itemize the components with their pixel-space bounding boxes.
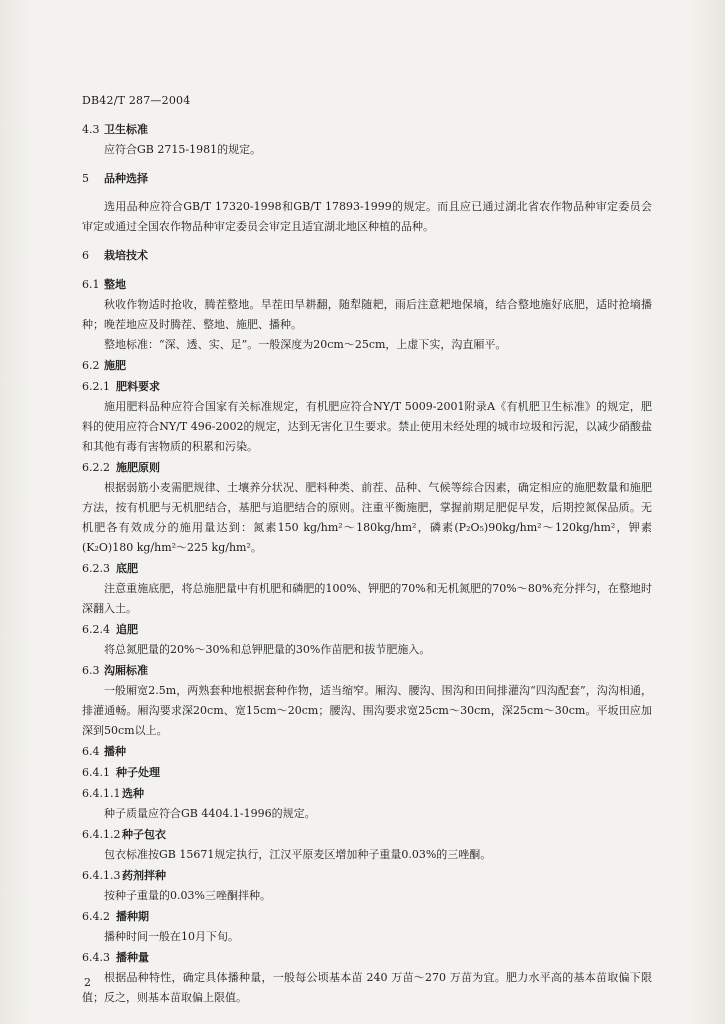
section-heading [82,245,652,266]
section-number: 6.4.1.3 [82,869,121,882]
section-title: 卫生标准 [104,123,148,136]
section-number: 6.4.2 [82,910,110,923]
section-heading [82,947,652,968]
paragraph: 注意重施底肥，将总施肥量中有机肥和磷肥的100%、钾肥的70%和无机氮肥的70%～80%充分拌匀，在整地时深翻入土。 [82,582,652,615]
section-title: 选种 [122,787,144,800]
section-title: 品种选择 [104,172,148,185]
section-number: 6.4.3 [82,951,110,964]
section-number: 6.4.1.2 [82,828,121,841]
section-number: 6.4.1 [82,766,110,779]
paragraph: 将总氮肥量的20%～30%和总钾肥量的30%作苗肥和拔节肥施入。 [104,643,431,656]
paragraph: 按种子重量的0.03%三唑酮拌种。 [104,889,271,902]
section-heading [82,355,652,376]
section-number: 6.3 [82,664,100,677]
section-heading [82,274,652,295]
spacer [82,266,652,274]
section-heading [82,119,652,140]
section-title: 播种 [104,745,126,758]
section-number: 6.2.4 [82,623,110,636]
section-number: 5 [82,172,89,185]
section-heading [82,558,652,579]
section-heading [82,457,652,478]
paragraph: 根据弱筋小麦需肥规律、土壤养分状况、肥料种类、前茬、品种、气候等综合因素，确定相应的施肥数量和施肥方法，按有机肥与无机肥结合，基肥与追肥结合的原则。注重平衡施肥，掌握前期足肥促早发，后期控氮保品质。无机肥各有效成分的施用量达到：氮素150 kg/hm²～180kg/hm²，磷素(P₂O₅)90kg/hm²～120kg/hm²，钾素(K₂O)180 kg/hm²～225 kg/hm²。 [82,481,652,554]
section-title: 栽培技术 [104,249,148,262]
section-title: 播种期 [116,910,149,923]
section-heading [82,906,652,927]
section-heading [82,619,652,640]
section-number: 6.2.1 [82,380,110,393]
section-heading [82,376,652,397]
paragraph: 应符合GB 2715-1981的规定。 [104,143,262,156]
section-title: 肥料要求 [116,380,160,393]
section-title: 施肥 [104,359,126,372]
sections-container [82,119,652,1008]
paragraph: 整地标准：“深、透、实、足”。一般深度为20cm～25cm，上虚下实，沟直厢平。 [104,338,507,351]
section-title: 种子包衣 [122,828,166,841]
section-number: 6.1 [82,278,100,291]
section-number: 6 [82,249,89,262]
standard-number-header: DB42/T 287—2004 [82,94,191,107]
section-title: 沟厢标准 [104,664,148,677]
document-body [82,94,652,1008]
paragraph: 施用肥料品种应符合国家有关标准规定，有机肥应符合NY/T 5009-2001附录A《有机肥卫生标准》的规定，肥料的使用应符合NY/T 496-2002的规定，达到无害化卫生要求。禁止使用未经处理的城市垃圾和污泥，以减少硝酸盐和其他有毒有害物质的积累和污染。 [82,400,652,453]
paragraph: 包衣标准按GB 15671规定执行，江汉平原麦区增加种子重量0.03%的三唑酮。 [104,848,492,861]
page-number: 2 [84,976,91,989]
section-title: 底肥 [116,562,138,575]
section-number: 6.2.2 [82,461,110,474]
section-title: 整地 [104,278,126,291]
section-number: 4.3 [82,123,100,136]
section-heading [82,865,652,886]
section-title: 追肥 [116,623,138,636]
section-title: 种子处理 [116,766,160,779]
section-number: 6.4.1.1 [82,787,121,800]
section-title: 药剂拌种 [122,869,166,882]
paragraph: 播种时间一般在10月下旬。 [104,930,239,943]
section-heading [82,783,652,804]
section-number: 6.4 [82,745,100,758]
paragraph: 根据品种特性，确定具体播种量，一般每公顷基本苗 240 万苗～270 万苗为宜。肥力水平高的基本苗取偏下限值；反之，则基本苗取偏上限值。 [82,971,652,1004]
section-heading [82,824,652,845]
section-title: 施肥原则 [116,461,160,474]
section-title: 播种量 [116,951,149,964]
paragraph: 种子质量应符合GB 4404.1-1996的规定。 [104,807,316,820]
paragraph: 一般厢宽2.5m，两熟套种地根据套种作物，适当缩窄。厢沟、腰沟、围沟和田间排灌沟“四沟配套”，沟沟相通，排灌通畅。厢沟要求深20cm、宽15cm～20cm；腰沟、围沟要求宽25cm～30cm，深25cm～30cm。平坂田应加深到50cm以上。 [82,684,652,737]
section-heading [82,168,652,189]
spacer [82,160,652,168]
section-heading [82,660,652,681]
paragraph: 选用品种应符合GB/T 17320-1998和GB/T 17893-1999的规定。而且应已通过湖北省农作物品种审定委员会审定或通过全国农作物品种审定委员会审定且适宜湖北地区种植的品种。 [82,200,652,233]
spacer [82,237,652,245]
section-heading [82,762,652,783]
section-heading [82,741,652,762]
spacer [82,189,652,197]
paragraph: 秋收作物适时抢收，腾茬整地。旱茬田旱耕翻，随犁随耙，雨后注意耙地保墒，结合整地施好底肥，适时抢墒播种；晚茬地应及时腾茬、整地、施肥、播种。 [82,298,652,331]
section-number: 6.2.3 [82,562,110,575]
section-number: 6.2 [82,359,100,372]
